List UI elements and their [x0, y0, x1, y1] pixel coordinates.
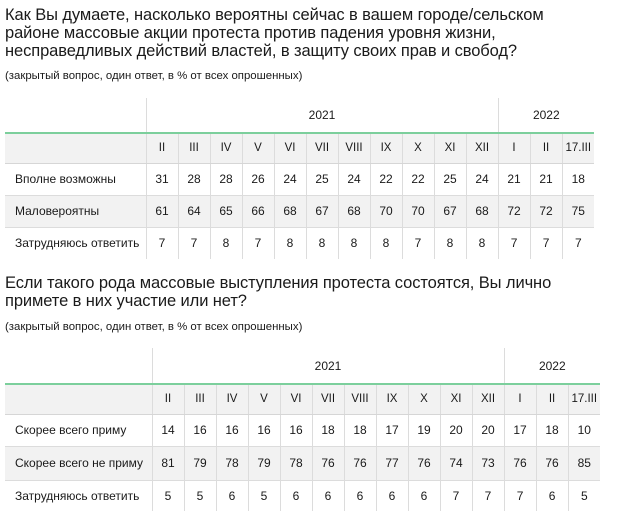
year-header: 2021 — [152, 348, 504, 384]
row-label: Затрудняюсь ответить — [15, 236, 140, 251]
table-cell: 67 — [306, 195, 338, 227]
question-2-title-line: примете в них участие или нет? — [5, 292, 247, 310]
table-cell: 5 — [152, 480, 184, 511]
table-cell: 8 — [338, 227, 370, 259]
table-cell: 7 — [440, 480, 472, 511]
table-cell: 16 — [184, 414, 216, 446]
month-header: II — [530, 133, 562, 163]
table-cell: 76 — [344, 446, 376, 480]
table-cell: 7 — [242, 227, 274, 259]
question-2-note: (закрытый вопрос, один ответ, в % от всех опрошенных) — [5, 321, 303, 333]
table-cell: 64 — [178, 195, 210, 227]
table-cell: 6 — [344, 480, 376, 511]
table-cell: 28 — [178, 163, 210, 195]
table-cell: 10 — [568, 414, 600, 446]
row-label: Скорее всего приму — [5, 414, 152, 446]
table-cell: 21 — [498, 163, 530, 195]
month-header: IV — [216, 384, 248, 414]
year-header: 2021 — [146, 98, 498, 133]
question-1-title-line: районе массовые акции протеста против падения уровня жизни, — [5, 24, 496, 42]
month-header: 17.III — [562, 133, 594, 163]
table-cell: 7 — [504, 480, 536, 511]
table-cell: 74 — [440, 446, 472, 480]
table-cell: 25 — [306, 163, 338, 195]
table-cell: 68 — [466, 195, 498, 227]
table-cell: 8 — [466, 227, 498, 259]
table-cell: 24 — [466, 163, 498, 195]
month-header: VI — [274, 133, 306, 163]
row-label: Затрудняюсь ответить — [15, 488, 140, 503]
month-header-row — [5, 133, 594, 163]
table-cell: 66 — [242, 195, 274, 227]
table-cell: 6 — [376, 480, 408, 511]
table-cell: 73 — [472, 446, 504, 480]
table-cell: 5 — [568, 480, 600, 511]
table-cell: 75 — [562, 195, 594, 227]
question-1-table — [5, 98, 594, 259]
header-corner — [5, 348, 152, 384]
table-cell: 21 — [530, 163, 562, 195]
table-cell: 79 — [248, 446, 280, 480]
month-header: IX — [376, 384, 408, 414]
year-header-row — [5, 98, 594, 133]
month-header: II — [146, 133, 178, 163]
table-cell: 61 — [146, 195, 178, 227]
header-corner — [5, 133, 146, 163]
year-header-row — [5, 348, 600, 384]
table-cell: 20 — [472, 414, 504, 446]
table-cell: 68 — [274, 195, 306, 227]
year-header: 2022 — [498, 98, 594, 133]
row-label: Скорее всего не приму — [5, 446, 152, 480]
table-cell: 16 — [280, 414, 312, 446]
question-1-title — [5, 6, 544, 60]
table-cell: 16 — [248, 414, 280, 446]
table-row — [5, 195, 594, 227]
table-cell: 76 — [312, 446, 344, 480]
month-header: VII — [312, 384, 344, 414]
table-cell: 81 — [152, 446, 184, 480]
table-cell: 5 — [248, 480, 280, 511]
month-header-row — [5, 384, 600, 414]
table-cell: 7 — [530, 227, 562, 259]
table-cell: 18 — [312, 414, 344, 446]
month-header: XII — [466, 133, 498, 163]
month-header: III — [178, 133, 210, 163]
table-cell: 22 — [370, 163, 402, 195]
month-header: V — [242, 133, 274, 163]
month-header: XI — [440, 384, 472, 414]
table-cell: 85 — [568, 446, 600, 480]
table-cell: 6 — [280, 480, 312, 511]
month-header: II — [152, 384, 184, 414]
month-header: IV — [210, 133, 242, 163]
table-cell: 22 — [402, 163, 434, 195]
month-header: III — [184, 384, 216, 414]
table-cell: 28 — [210, 163, 242, 195]
table-cell: 24 — [338, 163, 370, 195]
table-cell: 7 — [178, 227, 210, 259]
table-cell: 6 — [312, 480, 344, 511]
table-cell: 78 — [280, 446, 312, 480]
table-cell: 17 — [376, 414, 408, 446]
month-header: VI — [280, 384, 312, 414]
table-cell: 18 — [344, 414, 376, 446]
table-cell: 8 — [370, 227, 402, 259]
table-cell: 76 — [536, 446, 568, 480]
table-cell: 24 — [274, 163, 306, 195]
table-cell: 8 — [306, 227, 338, 259]
month-header: VIII — [338, 133, 370, 163]
table-cell: 76 — [408, 446, 440, 480]
table-cell: 8 — [434, 227, 466, 259]
table-cell: 18 — [536, 414, 568, 446]
table-cell: 76 — [504, 446, 536, 480]
table-cell: 7 — [498, 227, 530, 259]
table-cell: 8 — [210, 227, 242, 259]
month-header: X — [408, 384, 440, 414]
table-cell: 20 — [440, 414, 472, 446]
table-cell: 7 — [562, 227, 594, 259]
month-header: X — [402, 133, 434, 163]
table-cell: 16 — [216, 414, 248, 446]
month-header: IX — [370, 133, 402, 163]
header-corner — [5, 98, 146, 133]
table-cell: 6 — [216, 480, 248, 511]
row-label: Маловероятны — [5, 195, 146, 227]
table-cell: 70 — [370, 195, 402, 227]
month-header: V — [248, 384, 280, 414]
table-cell: 17 — [504, 414, 536, 446]
question-1-note: (закрытый вопрос, один ответ, в % от всех опрошенных) — [5, 70, 303, 82]
table-row — [5, 227, 594, 259]
month-header: 17.III — [568, 384, 600, 414]
table-cell: 6 — [408, 480, 440, 511]
table-cell: 72 — [498, 195, 530, 227]
question-1-title-line: несправедливых действий властей, в защиту своих прав и свобод? — [5, 42, 517, 60]
month-header: VII — [306, 133, 338, 163]
month-header: I — [498, 133, 530, 163]
table-cell: 79 — [184, 446, 216, 480]
table-cell: 77 — [376, 446, 408, 480]
month-header: II — [536, 384, 568, 414]
table-cell: 25 — [434, 163, 466, 195]
table-cell: 65 — [210, 195, 242, 227]
table-cell: 7 — [402, 227, 434, 259]
table-cell: 18 — [562, 163, 594, 195]
table-cell: 7 — [146, 227, 178, 259]
table-cell: 72 — [530, 195, 562, 227]
header-corner — [5, 384, 152, 414]
table-cell: 5 — [184, 480, 216, 511]
month-header: XI — [434, 133, 466, 163]
question-2-title-line: Если такого рода массовые выступления протеста состоятся, Вы лично — [5, 274, 552, 292]
table-cell: 19 — [408, 414, 440, 446]
month-header: I — [504, 384, 536, 414]
month-header: VIII — [344, 384, 376, 414]
table-cell: 67 — [434, 195, 466, 227]
question-2-title — [5, 274, 551, 310]
table-cell: 78 — [216, 446, 248, 480]
row-label: Вполне возможны — [5, 163, 146, 195]
table-cell: 14 — [152, 414, 184, 446]
table-row — [5, 163, 594, 195]
table-row — [5, 446, 600, 480]
year-header: 2022 — [504, 348, 600, 384]
table-row — [5, 480, 600, 511]
question-2-table — [5, 348, 600, 511]
month-header: XII — [472, 384, 504, 414]
table-cell: 68 — [338, 195, 370, 227]
table-cell: 6 — [536, 480, 568, 511]
question-1-title-line: Как Вы думаете, насколько вероятны сейчас в вашем городе/сельском — [5, 6, 544, 24]
table-cell: 70 — [402, 195, 434, 227]
table-cell: 7 — [472, 480, 504, 511]
table-row — [5, 414, 600, 446]
table-cell: 31 — [146, 163, 178, 195]
table-cell: 8 — [274, 227, 306, 259]
table-cell: 26 — [242, 163, 274, 195]
